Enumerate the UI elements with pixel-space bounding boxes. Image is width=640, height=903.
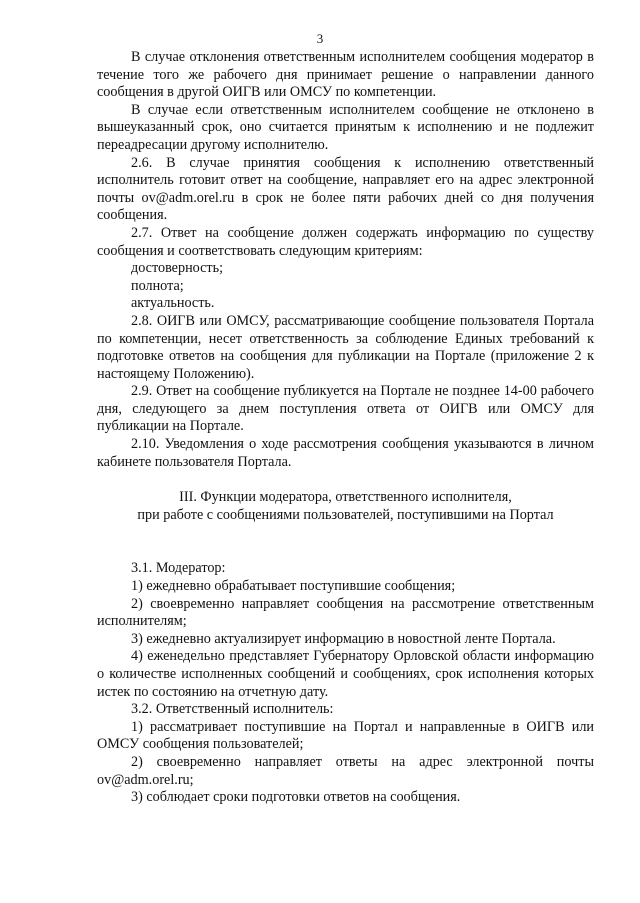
paragraph-not-rejected: В случае если ответственным исполнителем сообщение не отклонено в вышеуказанный срок, оно считается принятым к исполнению и не подлежит переадресации другому исполнителю. — [97, 101, 594, 153]
section-spacer — [97, 471, 594, 489]
paragraph-2-7: 2.7. Ответ на сообщение должен содержать информацию по существу сообщения и соответствовать следующим критериям: — [97, 224, 594, 259]
document-body — [97, 49, 594, 807]
moderator-title: 3.1. Модератор: — [131, 560, 226, 577]
section-heading-line1: III. Функции модератора, ответственного исполнителя, — [179, 489, 512, 506]
criterion-completeness: полнота; — [131, 277, 184, 294]
section-spacer-2 — [97, 524, 594, 542]
paragraph-2-6: 2.6. В случае принятия сообщения к исполнению ответственный исполнитель готовит ответ на сообщение, направляет его на адрес электронной почты ov@adm.orel.ru в срок не более пяти рабочих дней со дня получения сообщения. — [97, 154, 594, 224]
executor-item-1: 1) рассматривает поступившие на Портал и направленные в ОИГВ или ОМСУ сообщения пользователей; — [97, 718, 594, 753]
moderator-item-4: 4) еженедельно представляет Губернатору Орловской области информацию о количестве исполненных сообщений и сообщениях, срок исполнения которых истек по состоянию на отчетную дату. — [97, 648, 594, 700]
section-heading-line2: при работе с сообщениями пользователей, поступившими на Портал — [137, 506, 554, 523]
moderator-item-1: 1) ежедневно обрабатывает поступившие сообщения; — [131, 578, 456, 595]
paragraph-2-8: 2.8. ОИГВ или ОМСУ, рассматривающие сообщение пользователя Портала по компетенции, несет ответственность за соблюдение Единых требований к подготовке ответов на сообщения для публикации на Портале (приложение 2 к настоящему Положению). — [97, 312, 594, 382]
moderator-item-3: 3) ежедневно актуализирует информацию в новостной ленте Портала. — [131, 630, 556, 647]
criterion-relevance: актуальность. — [131, 295, 215, 312]
executor-title: 3.2. Ответственный исполнитель: — [131, 701, 334, 718]
executor-item-2: 2) своевременно направляет ответы на адрес электронной почты ov@adm.orel.ru; — [97, 753, 594, 788]
paragraph-2-10: 2.10. Уведомления о ходе рассмотрения сообщения указываются в личном кабинете пользователя Портала. — [97, 436, 594, 470]
criterion-reliability: достоверность; — [131, 260, 224, 277]
executor-item-3: 3) соблюдает сроки подготовки ответов на сообщения. — [131, 789, 461, 806]
paragraph-rejection: В случае отклонения ответственным исполнителем сообщения модератор в течение того же рабочего дня принимает решение о направлении данного сообщения в другой ОИГВ или ОМСУ по компетенции. — [97, 49, 594, 101]
section-spacer-3 — [97, 542, 594, 560]
page-number: 3 — [316, 31, 324, 46]
paragraph-2-9: 2.9. Ответ на сообщение публикуется на Портале не позднее 14-00 рабочего дня, следующего за днем поступления ответа от ОИГВ или ОМСУ для публикации на Портале. — [97, 383, 594, 435]
moderator-item-2: 2) своевременно направляет сообщения на рассмотрение ответственным исполнителям; — [97, 595, 594, 630]
